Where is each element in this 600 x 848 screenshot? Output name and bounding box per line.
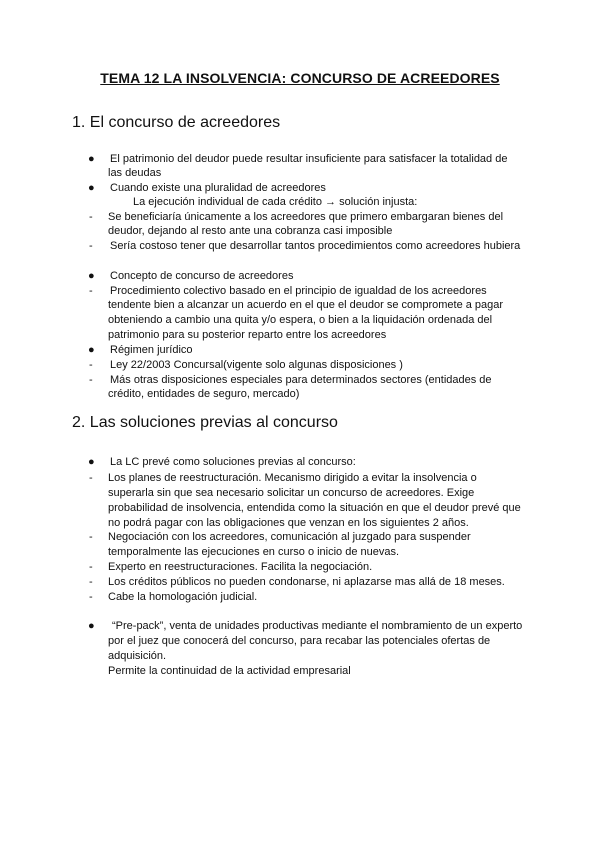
bullet-marker: ● [88,456,95,468]
list-item-continuation: adquisición. [108,650,167,662]
section-1-heading: 1. El concurso de acreedores [72,114,281,131]
list-item: Se beneficiaría únicamente a los acreedores que primero embargaran bienes del [108,211,504,223]
dash-marker: - [89,591,93,603]
dash-marker: - [89,374,93,386]
bullet-marker: ● [88,270,95,282]
list-item: Ley 22/2003 Concursal(vigente solo algunas disposiciones ) [110,359,403,371]
list-item-continuation: las deudas [108,167,162,179]
list-item: Cabe la homologación judicial. [108,591,258,603]
dash-marker: - [89,285,93,297]
dash-marker: - [89,211,93,223]
list-item: Régimen jurídico [110,344,193,356]
list-item-continuation: superarla sin que sea necesario solicitar un concurso de acreedores. Exige [108,487,475,499]
list-item-continuation: probabilidad de insolvencia, entendida como la situación en que el deudor prevé que [108,502,521,514]
bullet-marker: ● [88,344,95,356]
dash-marker: - [89,240,93,252]
list-item: “Pre-pack”, venta de unidades productivas mediante el nombramiento de un experto [112,620,523,632]
list-item-continuation: no podrá pagar con las obligaciones que venzan en los siguientes 2 años. [108,517,469,529]
indented-note: La ejecución individual de cada crédito → solución injusta: [133,196,418,208]
list-item-continuation: deudor, dejando al resto ante una cobranza casi imposible [108,225,393,237]
list-item-continuation: por el juez que conocerá del concurso, para recabar las potenciales ofertas de [108,635,491,647]
list-item-continuation: temporalmente las ejecuciones en curso o inicio de nuevas. [108,546,400,558]
list-item: La LC prevé como soluciones previas al concurso: [110,456,356,468]
dash-marker: - [89,576,93,588]
bullet-marker: ● [88,620,95,632]
dash-marker: - [89,561,93,573]
dash-marker: - [89,359,93,371]
list-item: Negociación con los acreedores, comunicación al juzgado para suspender [108,531,471,543]
dash-marker: - [89,531,93,543]
list-item: Cuando existe una pluralidad de acreedores [110,182,326,194]
list-item: Los créditos públicos no pueden condonarse, ni aplazarse mas allá de 18 meses. [108,576,505,588]
dash-marker: - [89,472,93,484]
list-item-continuation: patrimonio para su posterior reparto entre los acreedores [108,329,387,341]
list-item-continuation: obteniendo a cambio una quita y/o espera, o bien a la liquidación ordenada del [108,314,493,326]
list-item: El patrimonio del deudor puede resultar insuficiente para satisfacer la totalidad de [110,153,508,165]
list-item: Experto en reestructuraciones. Facilita la negociación. [108,561,373,573]
list-item: Más otras disposiciones especiales para determinados sectores (entidades de [110,374,492,386]
list-item-continuation: tendente bien a alcanzar un acuerdo en el que el deudor se compromete a pagar [108,299,504,311]
section-2-heading: 2. Las soluciones previas al concurso [72,414,338,431]
list-item-continuation: Permite la continuidad de la actividad empresarial [108,665,351,677]
bullet-marker: ● [88,182,95,194]
page-title: TEMA 12 LA INSOLVENCIA: CONCURSO DE ACREEDORES [100,70,500,86]
bullet-marker: ● [88,153,95,165]
list-item: Concepto de concurso de acreedores [110,270,294,282]
list-item: Procedimiento colectivo basado en el principio de igualdad de los acreedores [110,285,487,297]
list-item-continuation: crédito, entidades de seguro, mercado) [108,388,300,400]
list-item: Sería costoso tener que desarrollar tantos procedimientos como acreedores hubiera [110,240,521,252]
list-item: Los planes de reestructuración. Mecanismo dirigido a evitar la insolvencia o [108,472,477,484]
